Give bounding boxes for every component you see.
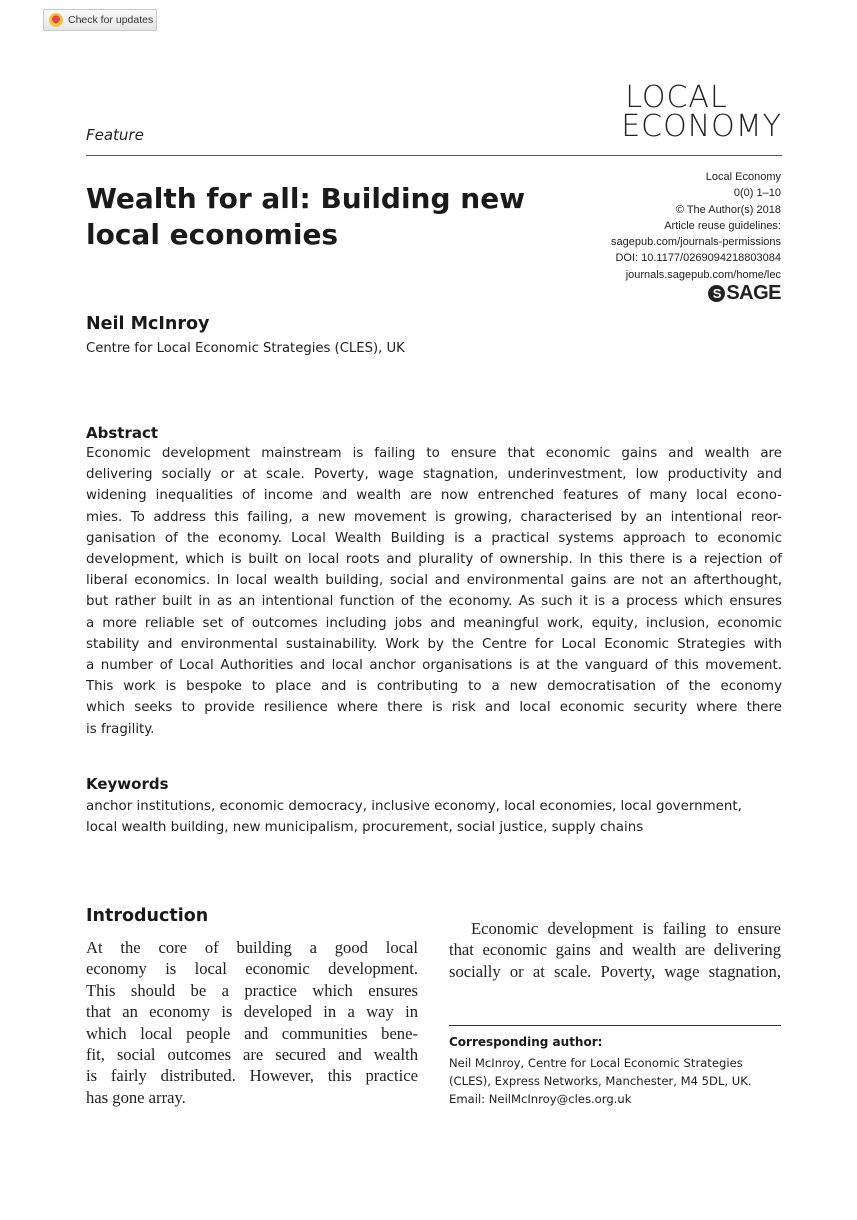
abstract-line: delivering socially or at scale. Poverty, wage stagnation, underinvestment, low productivity and [86,467,782,483]
meta-reuse-link[interactable]: sagepub.com/journals-permissions [611,236,781,249]
author-name: Neil McInroy [86,314,210,334]
body-line: This should be a practice which ensures [86,980,418,1000]
article-metadata [611,169,781,283]
article-type-label: Feature [86,126,144,144]
introduction-column-1 [86,937,418,1108]
body-line: economy is local economic development. [86,959,418,979]
keywords-list [86,796,786,838]
journal-logo-line1: LOCAL [625,80,728,115]
meta-copyright: © The Author(s) 2018 [675,203,781,216]
crossmark-icon [49,13,63,27]
article-title: Wealth for all: Building new local economies [86,182,526,251]
footnote-divider [449,1025,781,1026]
meta-doi[interactable]: DOI: 10.1177/0269094218803084 [615,252,781,265]
check-for-updates-button[interactable] [43,9,157,31]
body-line: which local people and communities bene- [86,1023,418,1043]
abstract-body [86,443,782,740]
meta-reuse-label: Article reuse guidelines: [664,219,781,232]
body-line: is fairly distributed. However, this practice [86,1066,418,1086]
journal-logo [621,80,782,144]
body-line: socially or at scale. Poverty, wage stagnation, [449,961,781,981]
publisher-name: SAGE [726,282,781,304]
meta-volume-pages: 0(0) 1–10 [733,187,781,200]
introduction-column-2 [449,918,781,982]
publisher-logo [708,282,781,305]
journal-logo-line2: ECONOMY [621,109,782,144]
author-affiliation: Centre for Local Economic Strategies (CLES), UK [86,341,405,356]
abstract-line: a more reliable set of outcomes including jobs and meaningful work, equity, inclusion, economic [86,615,782,631]
keywords-heading: Keywords [86,775,169,793]
abstract-line: which seeks to provide resilience where there is risk and local economic security where there [86,700,782,716]
body-line: At the core of building a good local [86,938,418,957]
abstract-line: but rather built in as an intentional function of the economy. As such it is a process which ensures [86,594,782,610]
body-line: that economic gains and wealth are delivering [449,940,781,960]
abstract-line: a number of Local Authorities and local anchor organisations is at the vanguard of this movement. [86,658,782,674]
body-line: has gone array. [86,1087,186,1107]
abstract-line: ganisation of the economy. Local Wealth Building is a practical systems approach to economic [86,530,782,546]
abstract-line: widening inequalities of income and wealth are now entrenched features of many local econo- [86,488,782,504]
check-for-updates-label: Check for updates [68,14,154,26]
abstract-line: Economic development mainstream is failing to ensure that economic gains and wealth are [86,446,782,461]
body-line: Economic development is failing to ensure [471,919,781,938]
abstract-line: stability and environmental sustainability. Work by the Centre for Local Economic Strategies with [86,636,782,652]
corresponding-author-heading: Corresponding author: [449,1035,603,1049]
abstract-line: development, which is built on local roots and plurality of ownership. In this there is a rejection of [86,552,782,568]
introduction-heading: Introduction [86,906,209,926]
abstract-line: This work is bespoke to place and is contributing to a new democratisation of the economy [86,679,782,695]
keywords-line: anchor institutions, economic democracy, inclusive economy, local economies, local government, [86,799,742,814]
corresponding-author-details [449,1054,789,1109]
body-line: that an economy is developed in a way in [86,1002,418,1022]
corresponding-author-line: Neil McInroy, Centre for Local Economic Strategies [449,1056,743,1070]
sage-s-icon: S [708,285,725,302]
meta-journal-url[interactable]: journals.sagepub.com/home/lec [625,268,781,281]
abstract-heading: Abstract [86,424,159,442]
keywords-line: local wealth building, new municipalism, procurement, social justice, supply chains [86,820,644,836]
meta-journal: Local Economy [705,171,781,183]
body-line: fit, social outcomes are secured and wealth [86,1045,418,1065]
abstract-line: mies. To address this failing, a new movement is growing, characterised by an intentional reor- [86,509,782,525]
corresponding-author-line: (CLES), Express Networks, Manchester, M4 5DL, UK. [449,1074,752,1089]
abstract-line: liberal economics. In local wealth building, social and environmental gains are not an afterthought, [86,573,782,589]
corresponding-author-email[interactable]: Email: NeilMcInroy@cles.org.uk [449,1092,632,1107]
abstract-line: is fragility. [86,721,155,737]
header-divider [86,155,782,156]
